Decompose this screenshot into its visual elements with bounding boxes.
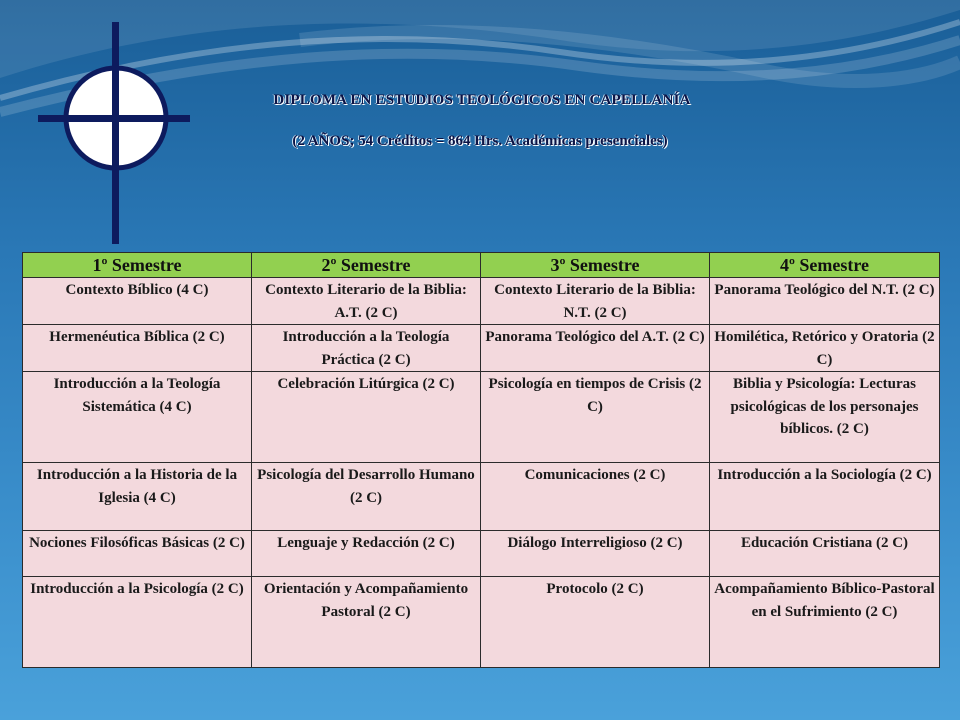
course-cell: Contexto Literario de la Biblia: N.T. (2 C) [481,278,710,325]
course-cell: Comunicaciones (2 C) [481,463,710,531]
course-cell: Panorama Teológico del A.T. (2 C) [481,325,710,372]
table-row [23,278,940,325]
course-cell: Protocolo (2 C) [481,577,710,668]
header-semester-1: 1º Semestre [23,253,252,278]
table-row [23,463,940,531]
course-cell: Psicología en tiempos de Crisis (2 C) [481,372,710,463]
header-semester-4: 4º Semestre [710,253,940,278]
page-title [0,92,960,109]
course-cell: Diálogo Interreligioso (2 C) [481,531,710,577]
table-row [23,531,940,577]
header-semester-3: 3º Semestre [481,253,710,278]
table-row [23,372,940,463]
table-row [23,325,940,372]
course-cell: Introducción a la Psicología (2 C) [23,577,252,668]
course-cell: Celebración Litúrgica (2 C) [252,372,481,463]
course-cell: Introducción a la Sociología (2 C) [710,463,940,531]
table-row [23,577,940,668]
course-cell: Panorama Teológico del N.T. (2 C) [710,278,940,325]
curriculum-table [22,252,940,668]
course-cell: Orientación y Acompañamiento Pastoral (2 C) [252,577,481,668]
course-cell: Introducción a la Historia de la Iglesia (4 C) [23,463,252,531]
cross-circle-icon [0,0,200,250]
course-cell: Biblia y Psicología: Lecturas psicológicas de los personajes bíblicos. (2 C) [710,372,940,463]
course-cell: Contexto Bíblico (4 C) [23,278,252,325]
course-cell: Lenguaje y Redacción (2 C) [252,531,481,577]
course-cell: Contexto Literario de la Biblia: A.T. (2 C) [252,278,481,325]
page-subtitle: (2 AÑOS; 54 Créditos = 864 Hrs. Académicas presenciales) [292,133,668,149]
course-cell: Introducción a la Teología Práctica (2 C) [252,325,481,372]
title-text: DIPLOMA EN ESTUDIOS TEOLÓGICOS EN CAPELLANÍA [273,92,691,108]
course-cell: Introducción a la Teología Sistemática (4 C) [23,372,252,463]
course-cell: Educación Cristiana (2 C) [710,531,940,577]
course-cell: Acompañamiento Bíblico-Pastoral en el Sufrimiento (2 C) [710,577,940,668]
course-cell: Psicología del Desarrollo Humano (2 C) [252,463,481,531]
course-cell: Nociones Filosóficas Básicas (2 C) [23,531,252,577]
header-semester-2: 2º Semestre [252,253,481,278]
course-cell: Homilética, Retórico y Oratoria (2 C) [710,325,940,372]
course-cell: Hermenéutica Bíblica (2 C) [23,325,252,372]
header-row [23,253,940,278]
